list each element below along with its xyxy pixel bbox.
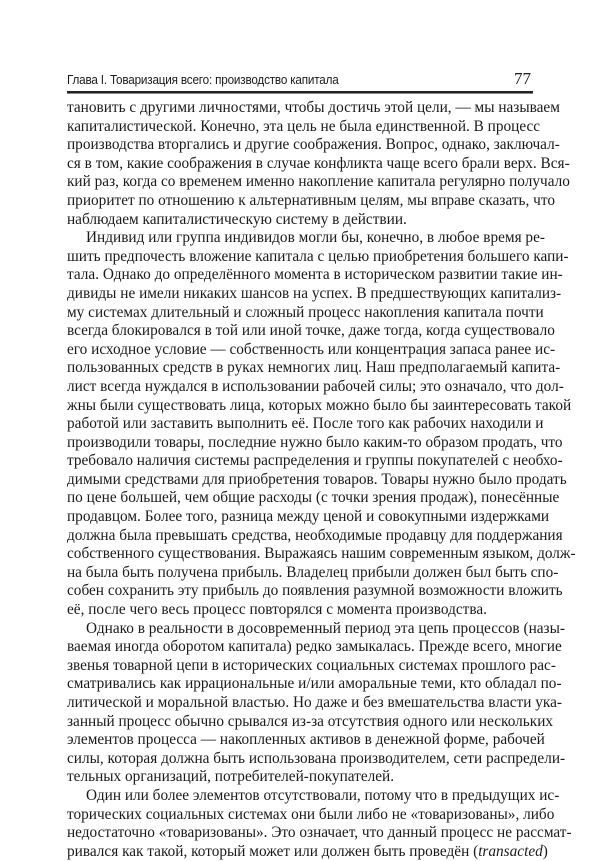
text-line: всегда блокировался в той или иной точке, даже тогда, когда существовало: [67, 322, 555, 340]
text-line: му системах длительный и сложный процесс накопления капитала почти: [67, 303, 544, 321]
text-line: Индивид или группа индивидов могли бы, конечно, в любое время ре-: [86, 229, 545, 247]
page-body-text: [67, 99, 576, 861]
text-line: капиталистической. Конечно, эта цель не была единственной. В процесс: [67, 117, 541, 135]
text-line: на была быть получена прибыль. Владелец прибыли должен был быть спо-: [67, 563, 559, 581]
running-header: [67, 70, 533, 90]
paragraph: [67, 619, 566, 787]
text-line: литической и моральной властью. Но даже и без вмешательства власти ука-: [67, 694, 562, 711]
paragraph: [67, 99, 570, 229]
text-line: тановить с другими личностями, чтобы достичь этой цели, — мы называем: [67, 99, 560, 116]
text-line: лист всегда нуждался в использовании рабочей силы; это означало, что дол-: [67, 377, 564, 395]
text-line: звенья товарной цепи в исторических социальных системах прошлого рас-: [67, 656, 556, 674]
text-line: силы, которая должна быть использована производителем, сети распредели-: [67, 749, 566, 767]
text-line: ся в том, какие соображения в случае конфликта чаще всего брали верх. Вся-: [67, 154, 570, 172]
text-line: собственного существования. Выражаясь нашим современным языком, долж-: [67, 545, 576, 563]
text-line: должна была превышать средства, необходимые продавцу для поддержания: [67, 526, 563, 544]
page-number: 77: [514, 69, 531, 88]
text-line: приоритет по отношению к альтернативным целям, мы вправе сказать, что: [67, 191, 555, 209]
text-line: ваемая иногда оборотом капитала) редко замыкалась. Прежде всего, многие: [67, 638, 562, 656]
paragraph: [67, 229, 576, 619]
text-line: тельных организаций, потребителей-покупателей.: [67, 768, 395, 786]
text-line: по цене большей, чем общие расходы (с точки зрения продаж), понесённые: [67, 489, 560, 507]
text-line: жны были существовать лица, которых можно было бы заинтересовать такой: [67, 396, 572, 414]
text-line: собен сохранить эту прибыль до появления разумной возможности вложить: [67, 582, 563, 600]
text-line: димыми средствами для приобретения товаров. Товары нужно было продать: [67, 470, 567, 488]
paragraph: [67, 786, 572, 861]
text-line: требовало наличия системы распределения и группы покупателей с необхо-: [67, 452, 563, 470]
text-line: продавцом. Более того, разница между ценой и совокупными издержками: [67, 508, 550, 526]
text-line: элементов процесса — накопленных активов в денежной форме, рабочей: [67, 731, 545, 749]
chapter-title: Глава I. Товаризация всего: производство капитала: [67, 72, 339, 87]
text-line: ривался как такой, который может или должен быть проведён (transacted): [67, 842, 548, 860]
text-line: производства вторгались и другие соображения. Вопрос, однако, заключал-: [67, 136, 560, 154]
text-line: Однако в реальности в досовременный период эта цепь процессов (назы-: [86, 619, 565, 637]
text-line: работой или заставить выполнить её. После того как рабочих находили и: [67, 415, 544, 433]
text-line: кий раз, когда со временем именно накопление капитала регулярно получало: [67, 173, 570, 191]
text-line: наблюдаем капиталистическую систему в действии.: [67, 210, 407, 228]
text-line: пользованных средств в руках немногих лиц. Наш предполагаемый капита-: [67, 359, 561, 377]
text-line: производили товары, последние нужно было каким-то образом продать, что: [67, 433, 563, 451]
text-line: её, после чего весь процесс повторялся с момента производства.: [67, 601, 487, 619]
text-line: тала. Однако до определённого момента в историческом развитии такие ин-: [67, 266, 563, 284]
text-line: его исходное условие — собственность или концентрация запаса ранее ис-: [67, 340, 556, 358]
text-line: Один или более элементов отсутствовали, потому что в предыдущих ис-: [86, 786, 560, 804]
italic-term: transacted: [478, 842, 543, 860]
text-line: недостаточно «товаризованы». Это означает, что данный процесс не рассмат-: [67, 824, 572, 842]
header-rule: [67, 91, 533, 94]
text-line: дивиды не имели никаких шансов на успех. В предшествующих капитализ-: [67, 284, 562, 302]
text-line: сматривались как иррациональные и/или аморальные теми, кто обладал по-: [67, 675, 562, 693]
text-line: шить предпочесть вложение капитала с целью приобретения большего капи-: [67, 247, 569, 265]
text-line: занный процесс обычно срывался из-за отсутствия одного или нескольких: [67, 712, 554, 730]
text-line: торических социальных системах они были либо не «товаризованы», либо: [67, 805, 555, 823]
